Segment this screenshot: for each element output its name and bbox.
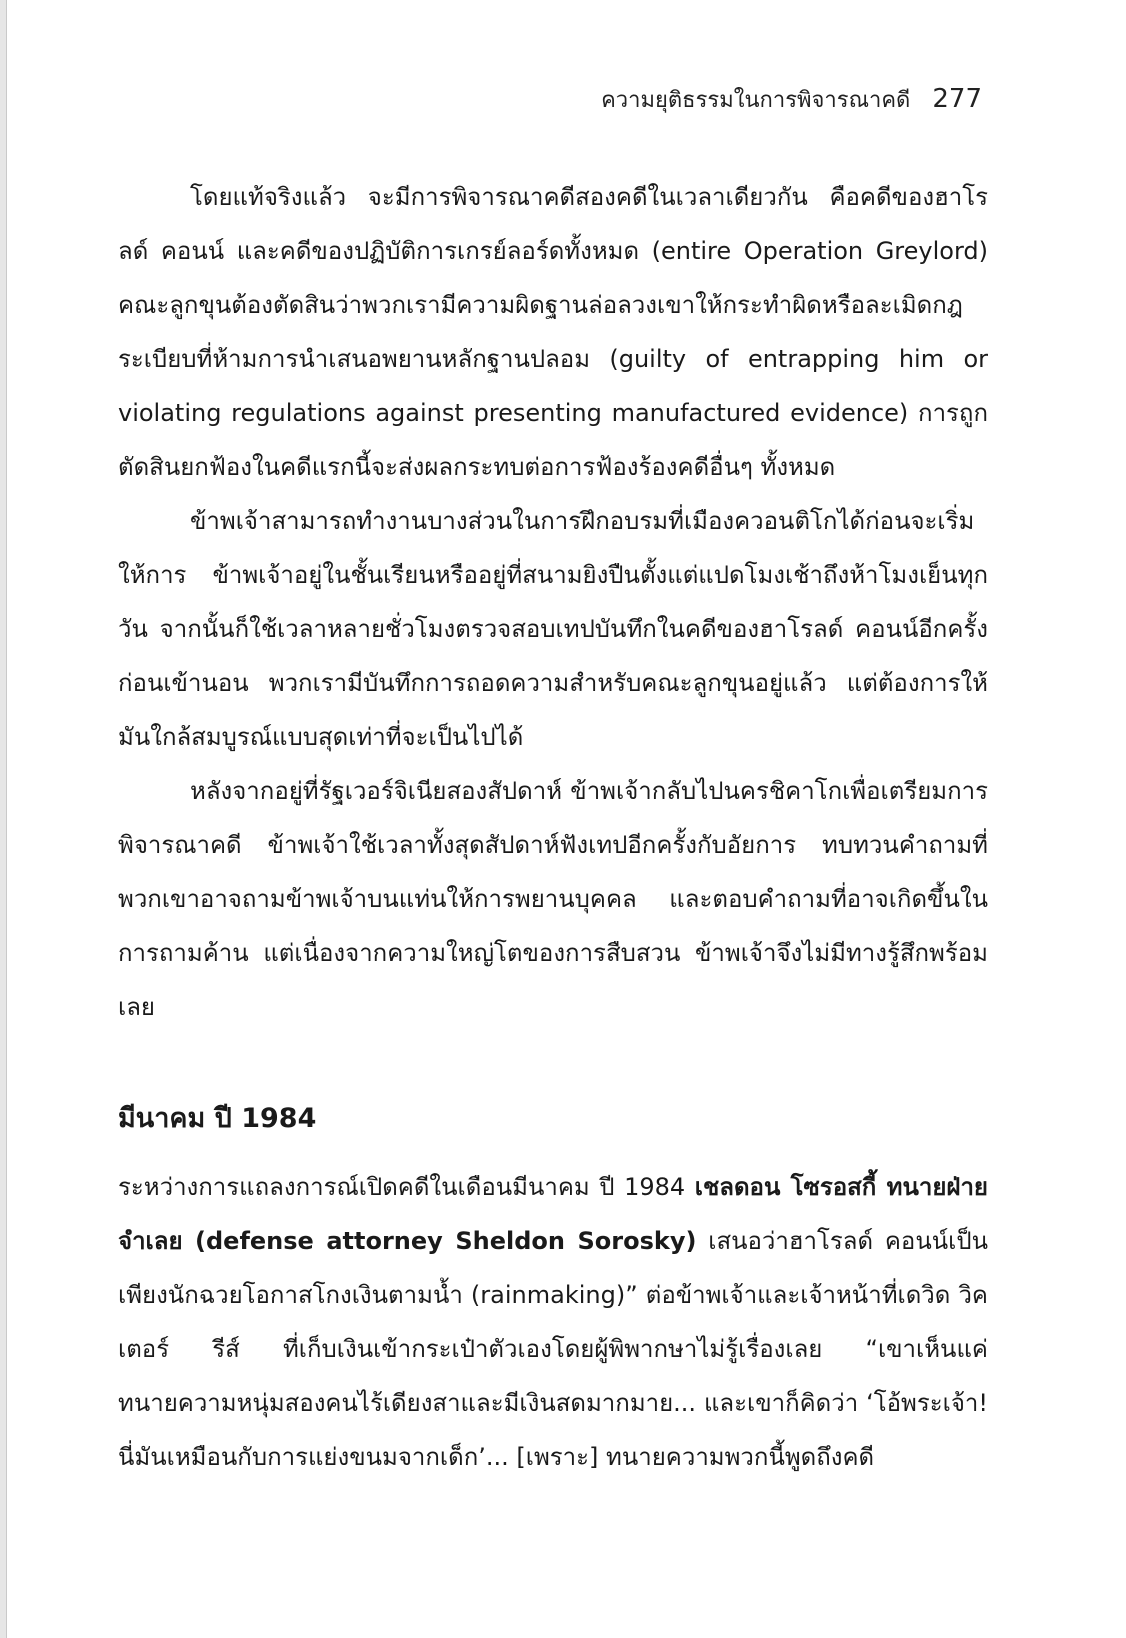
opening-statement-rest: เสนอว่าฮาโรลด์ คอนน์เป็นเพียงนักฉวยโอกาสโกงเงินตามน้ำ (rainmaking)” ต่อข้าพเจ้าและเจ้าหน้าที่เดวิด วิคเตอร์ รีส์ ที่เก็บเงินเข้ากระเป๋าตัวเองโดยผู้พิพากษาไม่รู้เรื่องเลย “เขาเห็นแค่ทนายความหนุ่มสองคนไร้เดียงสาและมีเงินสดมากมาย... และเขาก็คิดว่า ‘โอ้พระเจ้า! นี่มันเหมือนกับการแย่งขนมจากเด็ก’... [เพราะ] ทนายความพวกนี้พูดถึงคดี (118, 1227, 988, 1471)
paragraph-opening-statement (118, 1160, 988, 1484)
section-heading: มีนาคม ปี 1984 (118, 1103, 317, 1134)
page-edge (0, 0, 7, 1638)
running-header-title: ความยุติธรรมในการพิจารณาคดี (601, 88, 911, 113)
opening-statement-lead: ระหว่างการแถลงการณ์เปิดคดีในเดือนมีนาคม ปี 1984 (118, 1173, 695, 1201)
defense-attorney-name: เชลดอน โซรอสกี้ ทนายฝ่ายจำเลย (defense attorney Sheldon Sorosky) (118, 1173, 988, 1255)
paragraph-preparation: หลังจากอยู่ที่รัฐเวอร์จิเนียสองสัปดาห์ ข้าพเจ้ากลับไปนครชิคาโกเพื่อเตรียมการพิจารณาคดี ข้าพเจ้าใช้เวลาทั้งสุดสัปดาห์ฟังเทปอีกครั้งกับอัยการ ทบทวนคำถามที่พวกเขาอาจถามข้าพเจ้าบนแท่นให้การพยานบุคคล และตอบคำถามที่อาจเกิดขึ้นในการถามค้าน แต่เนื่องจากความใหญ่โตของการสืบสวน ข้าพเจ้าจึงไม่มีทางรู้สึกพร้อมเลย (118, 777, 988, 1021)
body-text (118, 170, 988, 1484)
paragraph-trial: โดยแท้จริงแล้ว จะมีการพิจารณาคดีสองคดีในเวลาเดียวกัน คือคดีของฮาโรลด์ คอนน์ และคดีของปฏิบัติการเกรย์ลอร์ดทั้งหมด (entire Operation Greylord) คณะลูกขุนต้องตัดสินว่าพวกเรามีความผิดฐานล่อลวงเขาให้กระทำผิดหรือละเมิดกฎระเบียบที่ห้ามการนำเสนอพยานหลักฐานปลอม (guilty of entrapping him or violating regulations against presenting manufactured evidence) การถูกตัดสินยกฟ้องในคดีแรกนี้จะส่งผลกระทบต่อการฟ้องร้องคดีอื่นๆ ทั้งหมด (118, 183, 988, 481)
page-number: 277 (932, 84, 982, 114)
running-header (601, 82, 982, 117)
paragraph-quantico: ข้าพเจ้าสามารถทำงานบางส่วนในการฝึกอบรมที่เมืองควอนติโกได้ก่อนจะเริ่มให้การ ข้าพเจ้าอยู่ในชั้นเรียนหรืออยู่ที่สนามยิงปืนตั้งแต่แปดโมงเช้าถึงห้าโมงเย็นทุกวัน จากนั้นก็ใช้เวลาหลายชั่วโมงตรวจสอบเทปบันทึกในคดีของฮาโรลด์ คอนน์อีกครั้งก่อนเข้านอน พวกเรามีบันทึกการถอดความสำหรับคณะลูกขุนอยู่แล้ว แต่ต้องการให้มันใกล้สมบูรณ์แบบสุดเท่าที่จะเป็นไปได้ (118, 507, 988, 751)
